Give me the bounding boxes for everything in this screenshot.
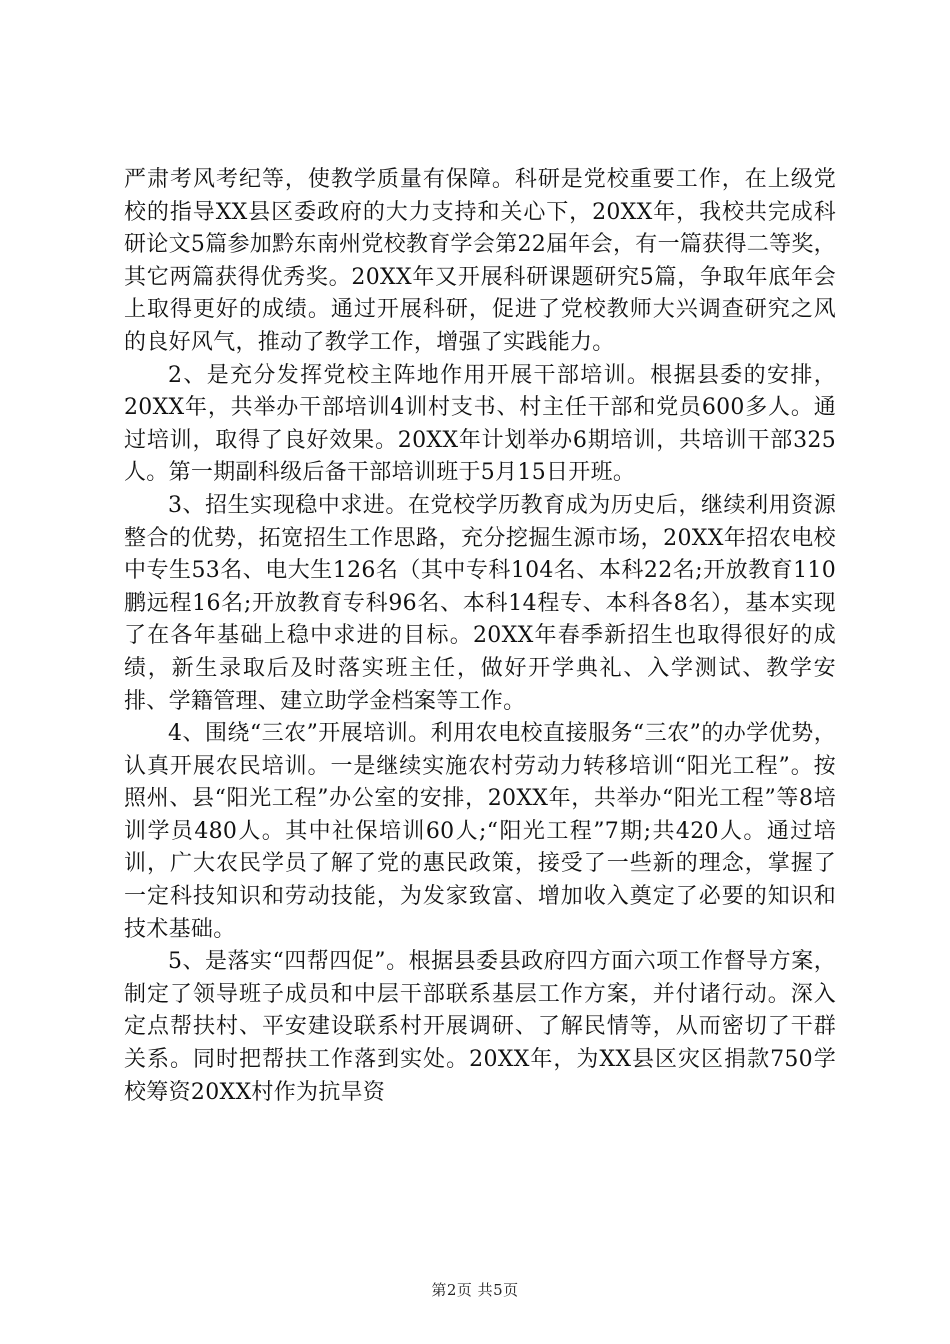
paragraph-1: 严肃考风考纪等，使教学质量有保障。科研是党校重要工作，在上级党校的指导XX县区委政府的大力支持和关心下，20XX年，我校共完成科研论文5篇参加黔东南州党校教育学会第22届年会，有一篇获得二等奖，其它两篇获得优秀奖。20XX年又开展科研课题研究5篇，争取年底年会上取得更好的成绩。通过开展科研，促进了党校教师大兴调查研究之风的良好风气，推动了教学工作，增强了实践能力。 — [124, 167, 836, 355]
paragraph-2: 2、是充分发挥党校主阵地作用开展干部培训。根据县委的安排，20XX年，共举办干部培训4训村支书、村主任干部和党员600多人。通过培训，取得了良好效果。20XX年计划举办6期培训，共培训干部325人。第一期副科级后备干部培训班于5月15日开班。 — [124, 362, 836, 486]
paragraph-5: 5、是落实“四帮四促”。根据县委县政府四方面六项工作督导方案，制定了领导班子成员和中层干部联系基层工作方案，并付诸行动。深入定点帮扶村、平安建设联系村开展调研、了解民情等，从而密切了干群关系。同时把帮扶工作落到实处。20XX年，为XX县区灾区捐款750学校筹资20XX村作为抗旱资 — [124, 949, 836, 1105]
paragraph-4: 4、围绕“三农”开展培训。利用农电校直接服务“三农”的办学优势，认真开展农民培训。一是继续实施农村劳动力转移培训“阳光工程”。按照州、县“阳光工程”办公室的安排，20XX年，共举办“阳光工程”等8培训学员480人。其中社保培训60人;“阳光工程”7期;共420人。通过培训，广大农民学员了解了党的惠民政策，接受了一些新的理念，掌握了一定科技知识和劳动技能，为发家致富、增加收入奠定了必要的知识和技术基础。 — [124, 721, 836, 942]
page-number-label: 第2页 共5页 — [431, 1281, 519, 1299]
page-footer — [0, 1279, 950, 1300]
paragraph-3: 3、招生实现稳中求进。在党校学历教育成为历史后，继续利用资源整合的优势，拓宽招生工作思路，充分挖掘生源市场，20XX年招农电校中专生53名、电大生126名（其中专科104名、本科22名;开放教育110鹏远程16名;开放教育专科96名、本科14程专、本科各8名），基本实现了在各年基础上稳中求进的目标。20XX年春季新招生也取得很好的成绩，新生录取后及时落实班主任，做好开学典礼、入学测试、教学安排、学籍管理、建立助学金档案等工作。 — [124, 492, 836, 714]
document-body — [124, 164, 836, 1109]
